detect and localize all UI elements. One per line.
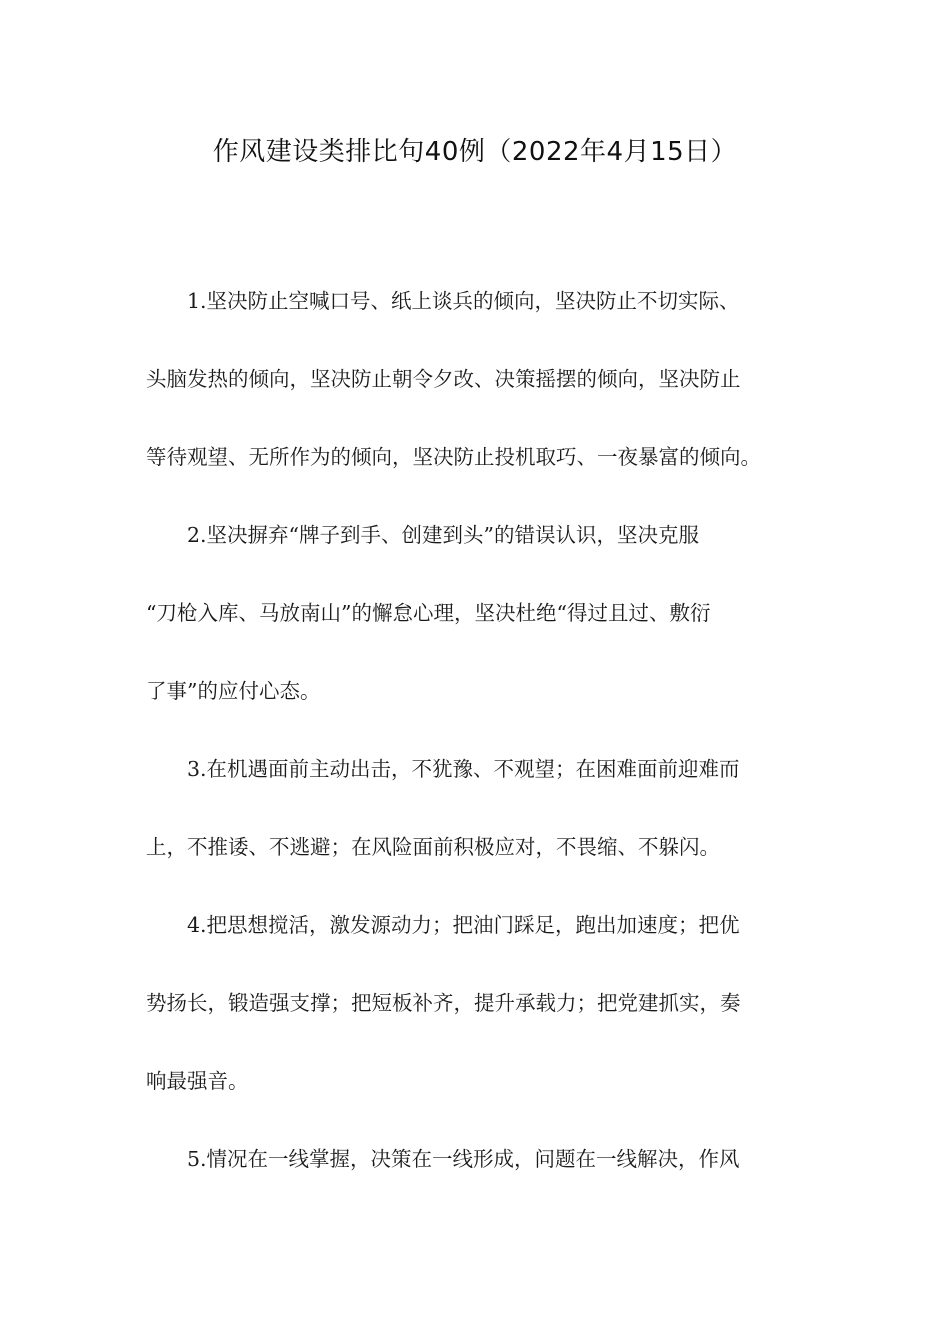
paragraph-1 — [146, 282, 806, 477]
paragraph-line: 响最强音。 — [146, 1069, 249, 1093]
paragraph-line: 4.把思想搅活，激发源动力；把油门踩足，跑出加速度；把优 — [187, 913, 740, 937]
paragraph-line: 等待观望、无所作为的倾向，坚决防止投机取巧、一夜暴富的倾向。 — [146, 445, 761, 469]
paragraph-line: 5.情况在一线掌握，决策在一线形成，问题在一线解决，作风 — [187, 1147, 740, 1171]
paragraph-line: 3.在机遇面前主动出击，不犹豫、不观望；在困难面前迎难而 — [187, 757, 740, 781]
paragraph-3 — [146, 750, 806, 867]
paragraph-line: 了事”的应付心态。 — [146, 679, 321, 703]
paragraph-line: 势扬长，锻造强支撑；把短板补齐，提升承载力；把党建抓实，奏 — [146, 991, 741, 1015]
paragraph-2 — [146, 516, 806, 711]
paragraph-line: “刀枪入库、马放南山”的懈怠心理，坚决杜绝“得过且过、敷衍 — [146, 601, 711, 625]
paragraph-line: 2.坚决摒弃“牌子到手、创建到头”的错误认识，坚决克服 — [187, 523, 700, 547]
document-title: 作风建设类排比句40例（2022年4月15日） — [212, 137, 738, 167]
paragraph-line: 上，不推诿、不逃避；在风险面前积极应对，不畏缩、不躲闪。 — [146, 835, 720, 859]
paragraph-5 — [146, 1140, 806, 1179]
paragraph-line: 1.坚决防止空喊口号、纸上谈兵的倾向，坚决防止不切实际、 — [187, 289, 740, 313]
paragraph-line: 头脑发热的倾向，坚决防止朝令夕改、决策摇摆的倾向，坚决防止 — [146, 367, 741, 391]
document-body — [146, 282, 806, 1179]
paragraph-4 — [146, 906, 806, 1101]
